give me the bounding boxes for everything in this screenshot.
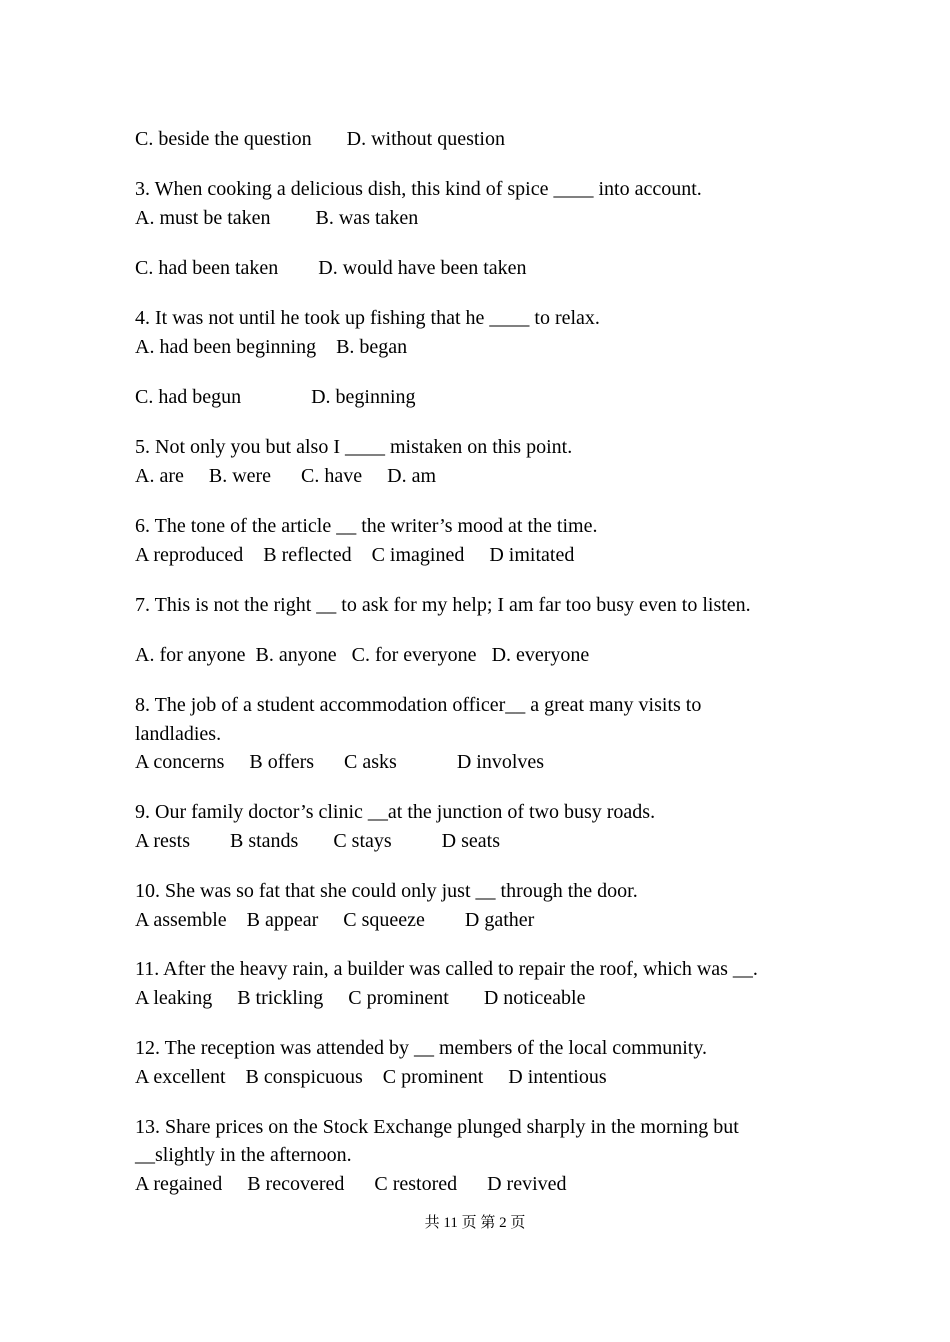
option-line-q8: A concerns B offers C asks D involves bbox=[135, 751, 545, 773]
option-line-q7: A. for anyone B. anyone C. for everyone D. everyone bbox=[135, 644, 590, 666]
option-line-q4-ab: A. had been beginning B. began bbox=[135, 336, 408, 358]
option-line-q3-cd: C. had been taken D. would have been taken bbox=[135, 257, 527, 279]
question-5: 5. Not only you but also I ____ mistaken on this point. bbox=[135, 436, 573, 458]
option-line-q12: A excellent B conspicuous C prominent D intentious bbox=[135, 1066, 607, 1088]
option-line-q6: A reproduced B reflected C imagined D imitated bbox=[135, 544, 575, 566]
option-line-q4-cd: C. had begun D. beginning bbox=[135, 386, 416, 408]
option-line-q9: A rests B stands C stays D seats bbox=[135, 830, 500, 852]
question-6: 6. The tone of the article __ the writer’s mood at the time. bbox=[135, 515, 598, 537]
question-11: 11. After the heavy rain, a builder was called to repair the roof, which was __. bbox=[135, 958, 758, 980]
question-13: 13. Share prices on the Stock Exchange plunged sharply in the morning but bbox=[135, 1116, 739, 1138]
option-line-q13: A regained B recovered C restored D revived bbox=[135, 1173, 567, 1195]
option-line-q3-ab: A. must be taken B. was taken bbox=[135, 207, 419, 229]
option-line-q2-cd: C. beside the question D. without question bbox=[135, 128, 505, 150]
question-8: 8. The job of a student accommodation officer__ a great many visits to bbox=[135, 694, 702, 716]
page-footer: 共 11 页 第 2 页 bbox=[424, 1215, 526, 1231]
option-line-q5: A. are B. were C. have D. am bbox=[135, 465, 437, 487]
question-12: 12. The reception was attended by __ members of the local community. bbox=[135, 1037, 708, 1059]
question-8-continued: landladies. bbox=[135, 723, 222, 745]
option-line-q10: A assemble B appear C squeeze D gather bbox=[135, 909, 535, 931]
option-line-q11: A leaking B trickling C prominent D noticeable bbox=[135, 987, 586, 1009]
question-4: 4. It was not until he took up fishing that he ____ to relax. bbox=[135, 307, 600, 329]
question-7: 7. This is not the right __ to ask for my help; I am far too busy even to listen. bbox=[135, 594, 751, 616]
question-9: 9. Our family doctor’s clinic __at the junction of two busy roads. bbox=[135, 801, 656, 823]
question-13-continued: __slightly in the afternoon. bbox=[135, 1144, 352, 1166]
question-10: 10. She was so fat that she could only just __ through the door. bbox=[135, 880, 638, 902]
question-3: 3. When cooking a delicious dish, this kind of spice ____ into account. bbox=[135, 178, 702, 200]
